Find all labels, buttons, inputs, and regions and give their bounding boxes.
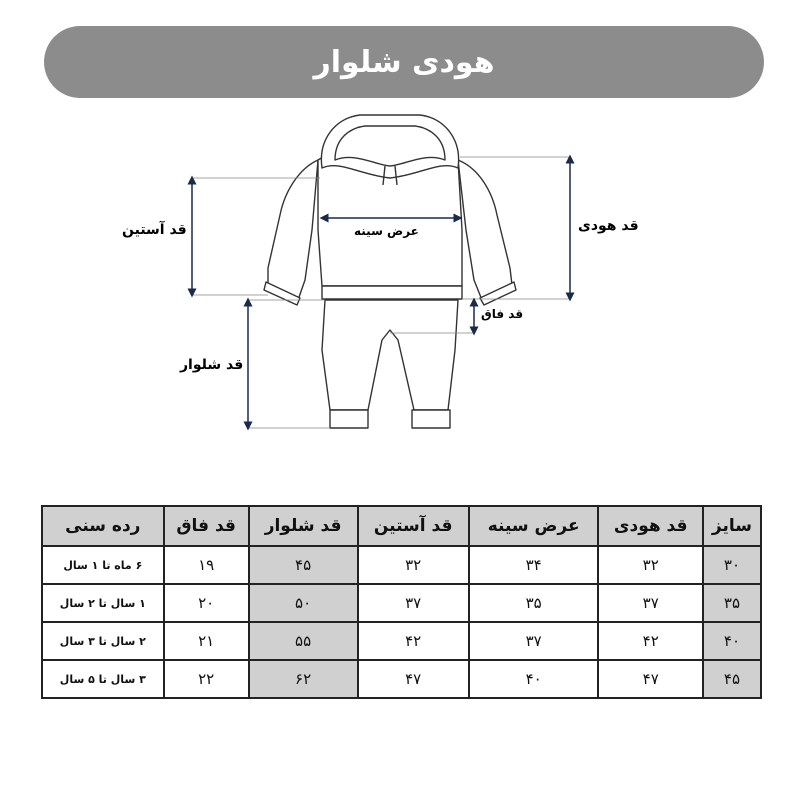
sleeve-length-label: قد آستین bbox=[122, 222, 187, 238]
cell-pants-length: ۶۲ bbox=[249, 660, 358, 698]
cell-rise: ۲۲ bbox=[164, 660, 249, 698]
left-ankle-cuff bbox=[330, 410, 368, 428]
size-table bbox=[41, 505, 762, 699]
cell-age-range: ۶ ماه تا ۱ سال bbox=[42, 546, 164, 584]
cell-sleeve-length: ۴۷ bbox=[358, 660, 469, 698]
cell-size: ۴۵ bbox=[703, 660, 761, 698]
cell-hoodie-length: ۳۷ bbox=[598, 584, 702, 622]
title-banner bbox=[44, 26, 764, 98]
table-row bbox=[42, 660, 761, 698]
header-age-range: رده سنی bbox=[42, 506, 164, 546]
cell-size: ۳۵ bbox=[703, 584, 761, 622]
cell-rise: ۲۱ bbox=[164, 622, 249, 660]
cell-sleeve-length: ۳۲ bbox=[358, 546, 469, 584]
cell-hoodie-length: ۴۷ bbox=[598, 660, 702, 698]
cell-hoodie-length: ۴۲ bbox=[598, 622, 702, 660]
cell-size: ۳۰ bbox=[703, 546, 761, 584]
hoodie-length-label: قد هودی bbox=[578, 218, 639, 234]
table-row bbox=[42, 584, 761, 622]
cell-pants-length: ۵۵ bbox=[249, 622, 358, 660]
table-header-row bbox=[42, 506, 761, 546]
hoodie-illustration bbox=[264, 115, 516, 305]
cell-rise: ۲۰ bbox=[164, 584, 249, 622]
table-row bbox=[42, 546, 761, 584]
header-pants-length: قد شلوار bbox=[249, 506, 358, 546]
pants-body bbox=[322, 300, 458, 410]
cell-chest-width: ۳۴ bbox=[469, 546, 599, 584]
left-sleeve bbox=[268, 160, 318, 300]
right-ankle-cuff bbox=[412, 410, 450, 428]
cell-age-range: ۱ سال تا ۲ سال bbox=[42, 584, 164, 622]
cell-pants-length: ۴۵ bbox=[249, 546, 358, 584]
rise-label: قد فاق bbox=[481, 307, 524, 321]
header-sleeve-length: قد آستین bbox=[358, 506, 469, 546]
cell-pants-length: ۵۰ bbox=[249, 584, 358, 622]
cell-chest-width: ۴۰ bbox=[469, 660, 599, 698]
cell-age-range: ۳ سال تا ۵ سال bbox=[42, 660, 164, 698]
cell-sleeve-length: ۴۲ bbox=[358, 622, 469, 660]
cell-sleeve-length: ۳۷ bbox=[358, 584, 469, 622]
cell-age-range: ۲ سال تا ۳ سال bbox=[42, 622, 164, 660]
header-rise: قد فاق bbox=[164, 506, 249, 546]
cell-size: ۴۰ bbox=[703, 622, 761, 660]
chest-width-label: عرض سینه bbox=[354, 224, 419, 238]
hoodie-waistband bbox=[322, 286, 462, 299]
cell-hoodie-length: ۳۲ bbox=[598, 546, 702, 584]
header-size: سایز bbox=[703, 506, 761, 546]
cell-rise: ۱۹ bbox=[164, 546, 249, 584]
header-chest-width: عرض سینه bbox=[469, 506, 599, 546]
right-sleeve bbox=[458, 160, 512, 300]
pants-illustration bbox=[322, 300, 458, 428]
cell-chest-width: ۳۵ bbox=[469, 584, 599, 622]
garment-diagram bbox=[0, 100, 800, 445]
pants-length-label: قد شلوار bbox=[180, 357, 244, 373]
header-hoodie-length: قد هودی bbox=[598, 506, 702, 546]
cell-chest-width: ۳۷ bbox=[469, 622, 599, 660]
page-title: هودی شلوار bbox=[313, 44, 495, 80]
table-row bbox=[42, 622, 761, 660]
